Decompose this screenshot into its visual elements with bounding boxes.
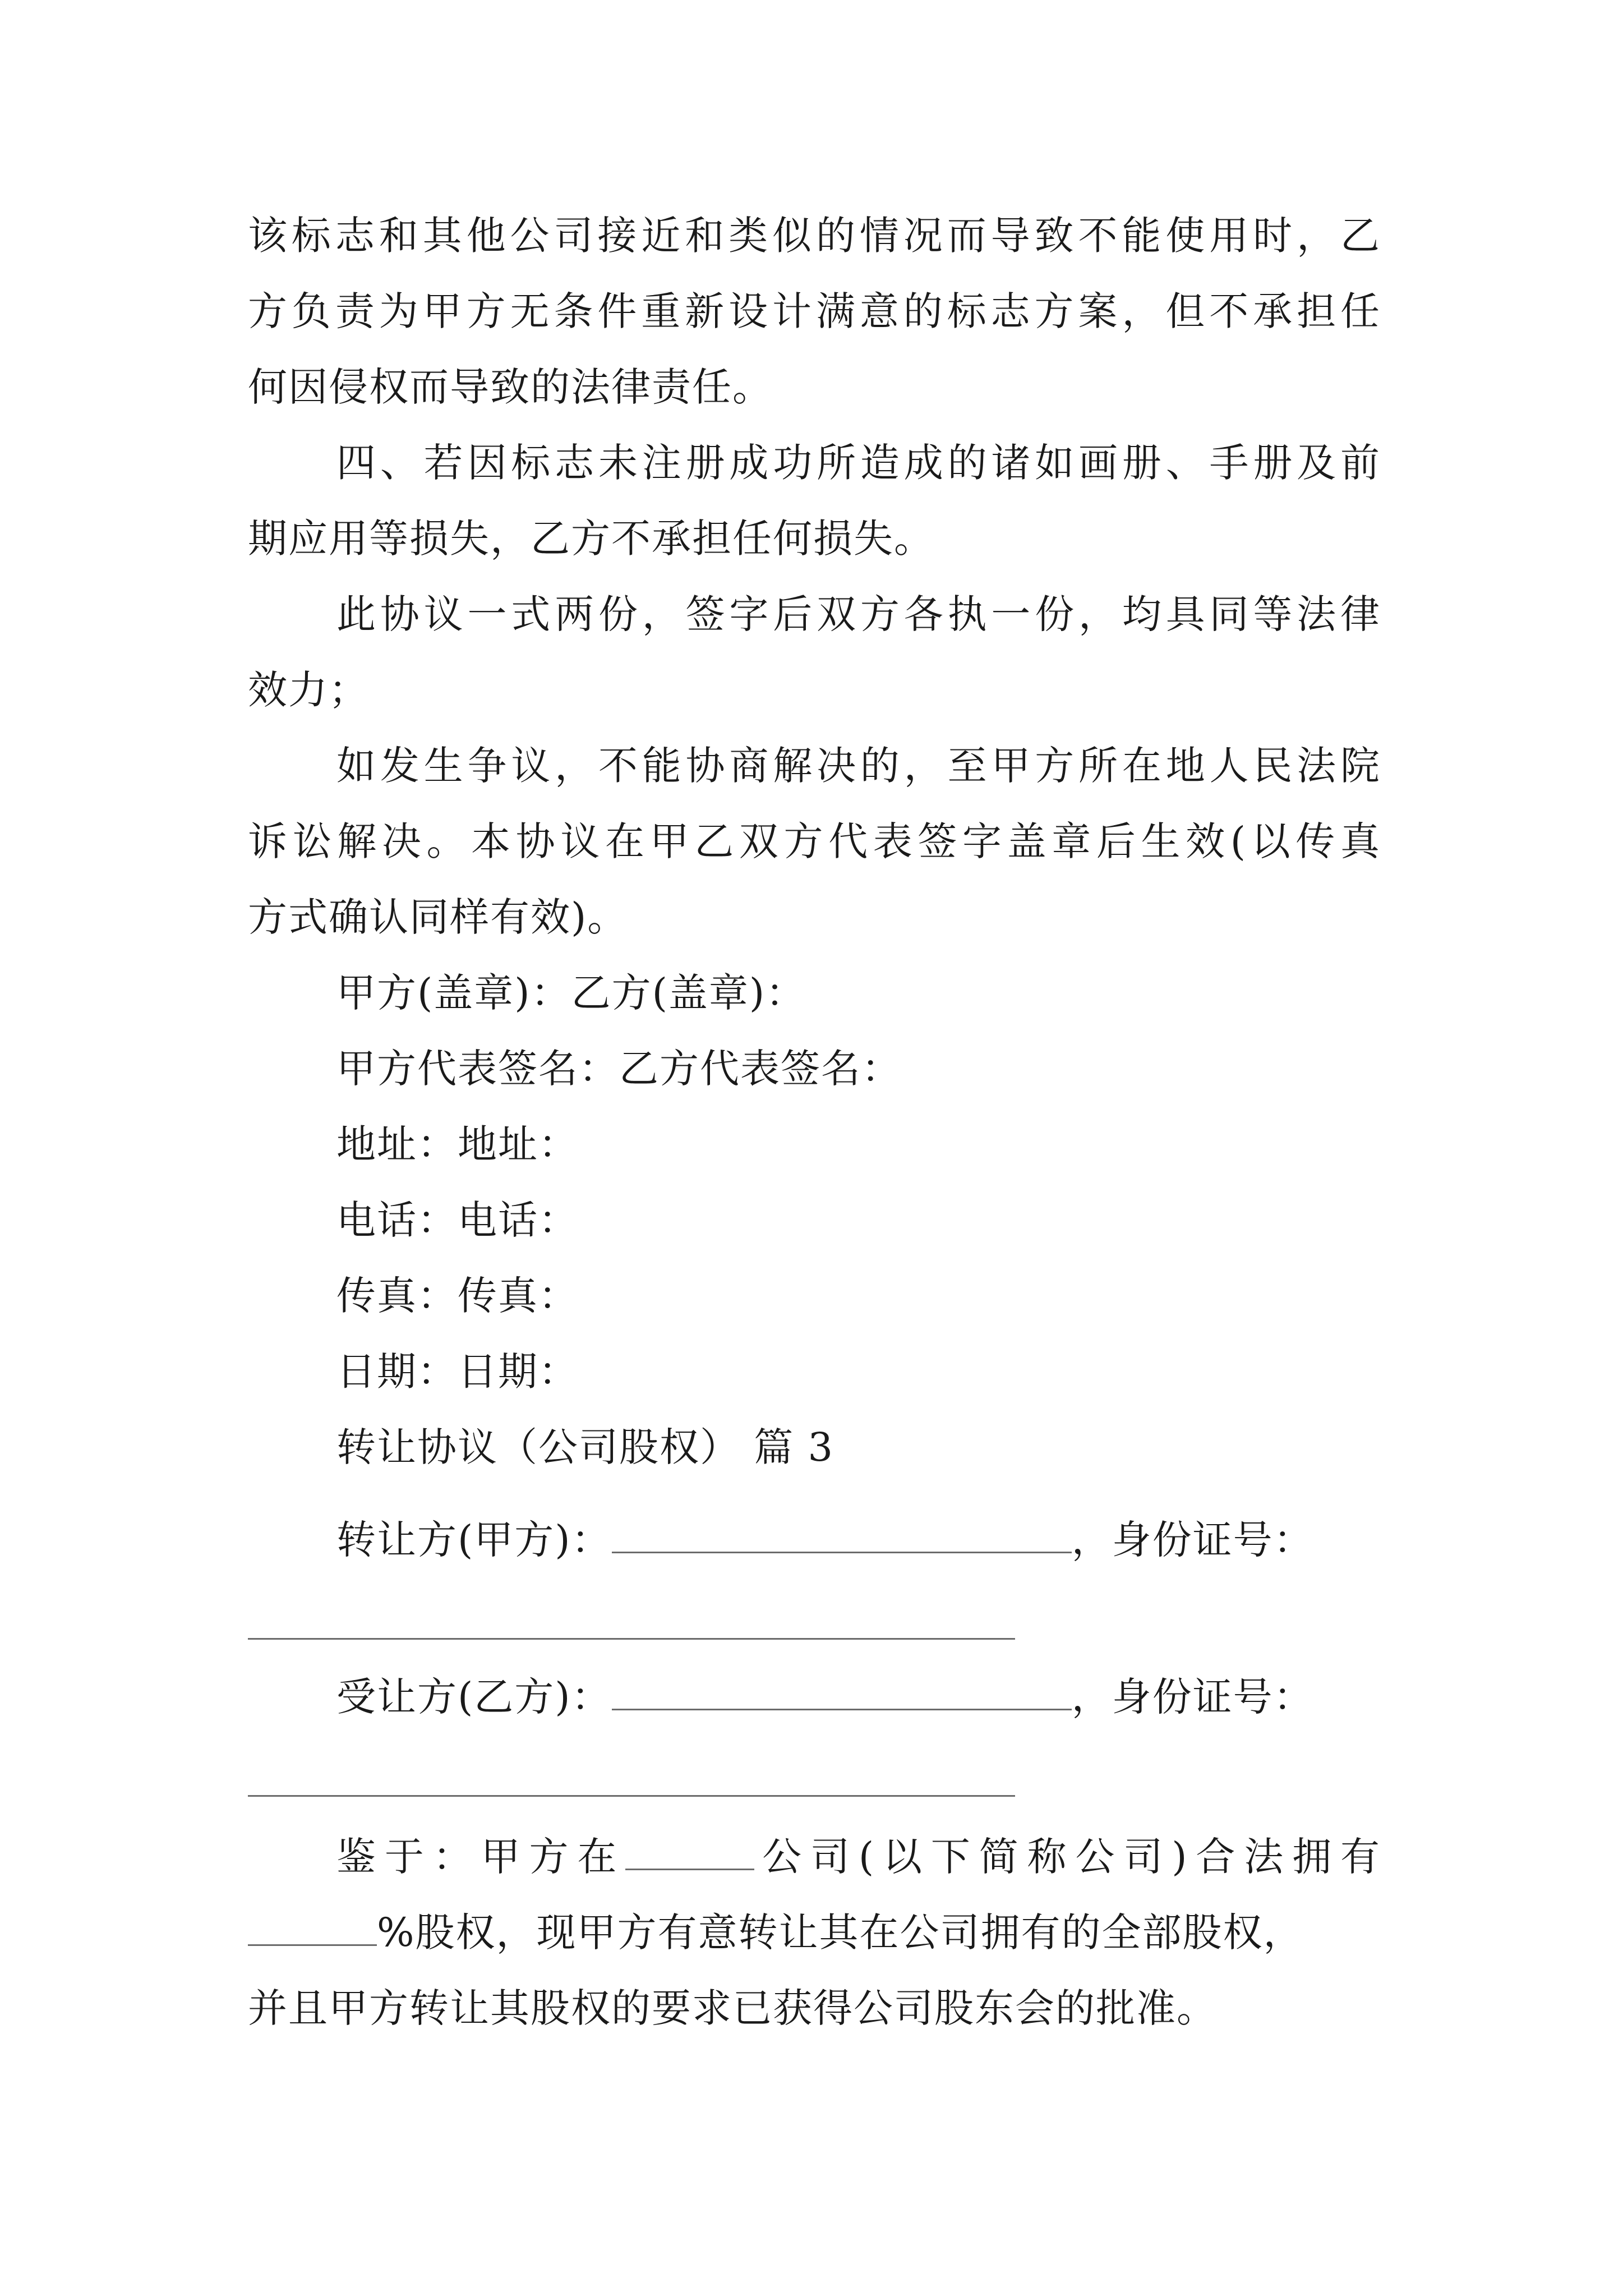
paragraph-line: 四、若因标志未注册成功所造成的诸如画册、手册及前 [336, 440, 1381, 486]
address-line: 地址：地址： [336, 1121, 579, 1167]
paragraph-line: 效力； [248, 667, 369, 713]
fax-line: 传真：传真： [336, 1273, 579, 1319]
transferee-id-label: ，身份证号： [1071, 1674, 1314, 1720]
paragraph-line: 何因侵权而导致的法律责任。 [248, 364, 773, 410]
transferee-line [336, 1672, 1314, 1722]
date-line: 日期：日期： [336, 1349, 579, 1395]
recital-line [248, 1907, 1381, 1958]
transferor-name-blank [612, 1518, 1072, 1553]
recital-part3: %股权，现甲方有意转让其在公司拥有的全部股权， [377, 1910, 1304, 1955]
paragraph-line: 诉讼解决。本协议在甲乙双方代表签字盖章后生效(以传真 [248, 818, 1381, 864]
recital-part1: 鉴于：甲方在 [336, 1834, 626, 1880]
transferor-id-blank [248, 1638, 1015, 1640]
transferor-label: 转让方(甲方)： [336, 1517, 612, 1563]
paragraph-line: 如发生争议，不能协商解决的，至甲方所在地人民法院 [336, 743, 1381, 789]
recital-line: 并且甲方转让其股权的要求已获得公司股东会的批准。 [248, 1985, 1217, 2031]
recital-part2: 公司(以下简称公司)合法拥有 [754, 1834, 1381, 1880]
transferor-line [336, 1515, 1314, 1565]
section-heading: 转让协议（公司股权） 篇 3 [336, 1424, 834, 1470]
transferee-name-blank [612, 1675, 1072, 1710]
paragraph-line: 此协议一式两份，签字后双方各执一份，均具同等法律 [336, 591, 1381, 637]
paragraph-line: 期应用等损失，乙方不承担任何损失。 [248, 516, 934, 562]
phone-line: 电话：电话： [336, 1197, 579, 1243]
paragraph-line: 方式确认同样有效)。 [248, 894, 628, 940]
transferee-id-blank [248, 1795, 1015, 1797]
recital-line [336, 1832, 1381, 1882]
signature-name-line: 甲方代表签名：乙方代表签名： [336, 1046, 902, 1092]
transferee-label: 受让方(乙方)： [336, 1674, 612, 1720]
paragraph-line: 该标志和其他公司接近和类似的情况而导致不能使用时，乙 [248, 213, 1381, 259]
company-name-blank [625, 1835, 754, 1870]
signature-seal-line: 甲方(盖章)：乙方(盖章)： [336, 970, 806, 1016]
paragraph-line: 方负责为甲方无条件重新设计满意的标志方案，但不承担任 [248, 288, 1381, 334]
transferor-id-label: ，身份证号： [1071, 1517, 1314, 1563]
share-percent-blank [248, 1911, 377, 1946]
